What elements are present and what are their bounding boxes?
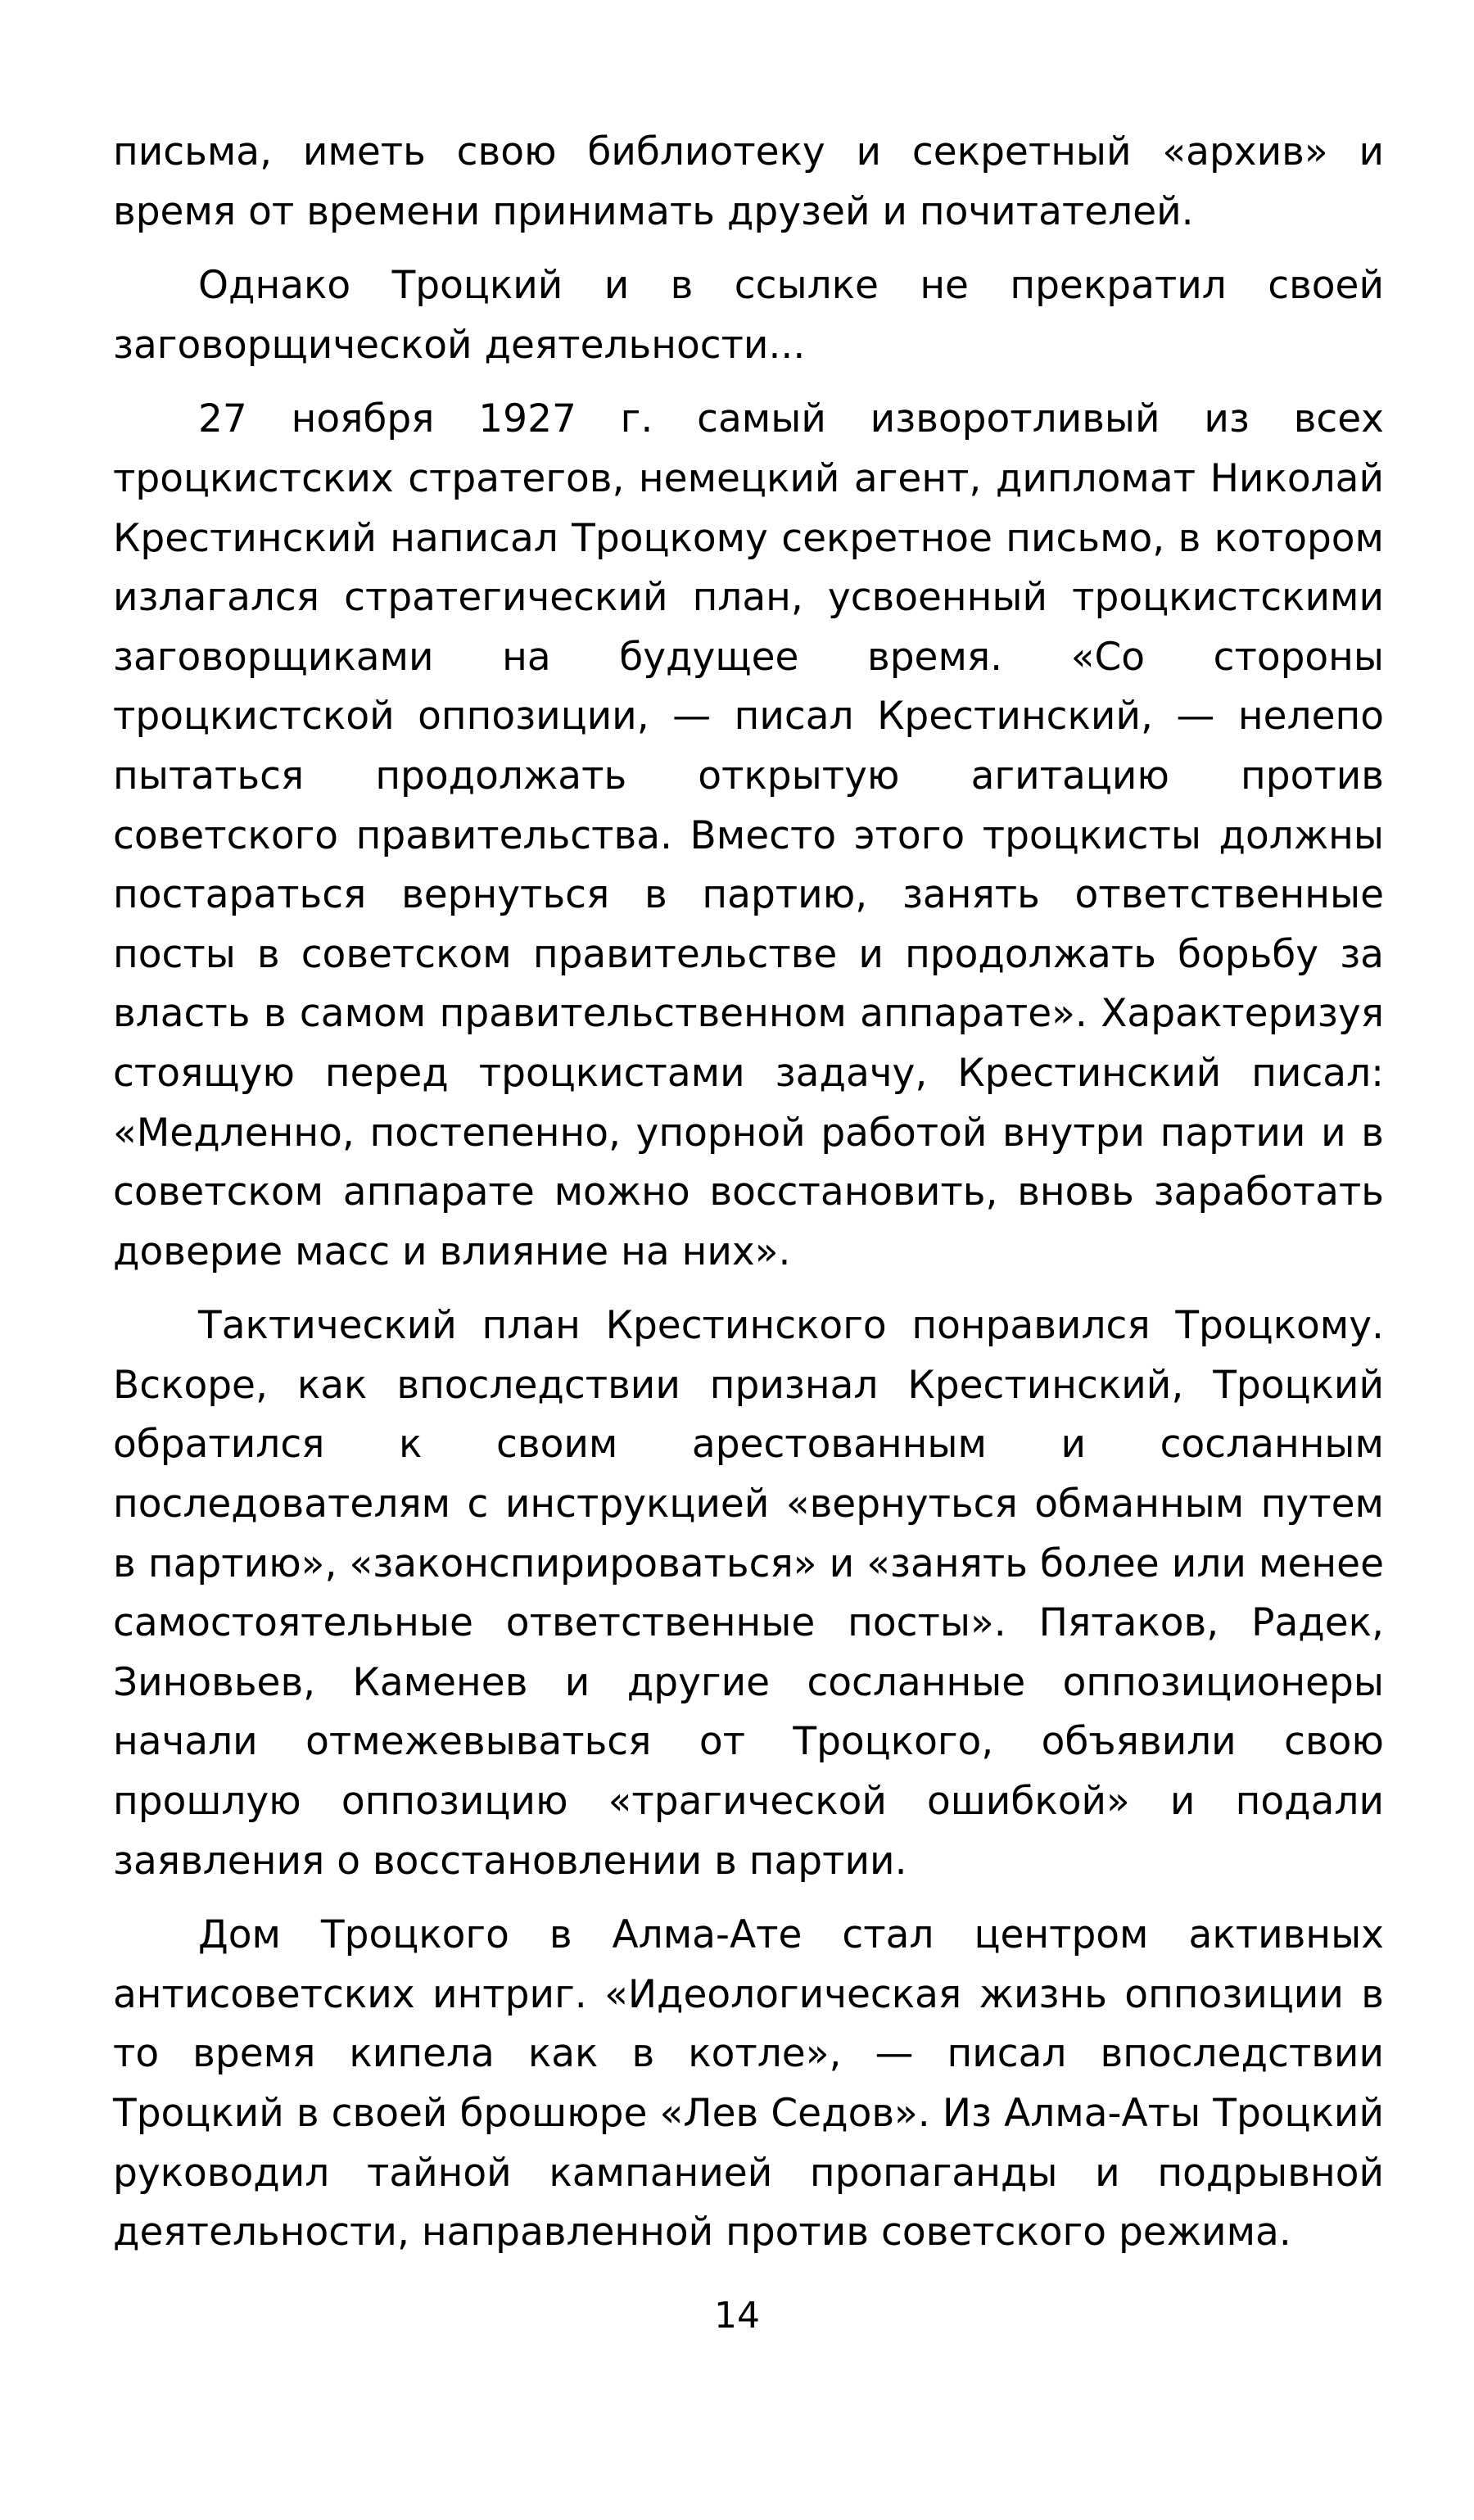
paragraph: 27 ноября 1927 г. самый изворотливый из всех троцкистских стратегов, немецкий агент, дипломат Николай Крестинский написал Троцкому секретное письмо, в котором излагался стратегический план, усвоенный троцкистскими заговорщиками на будущее время. «Со стороны троцкистской оппозиции, — писал Крестинский, — нелепо пытаться продолжать открытую агитацию против советского правительства. Вместо этого троцкисты должны постараться вернуться в партию, занять ответственные посты в советском правительстве и продолжать борьбу за власть в самом правительственном аппарате». Характеризуя стоящую перед троцкистами задачу, Крестинский писал: «Медленно, постепенно, упорной работой внутри партии и в советском аппарате можно восстановить, вновь заработать доверие масс и влияние на них». [113,396,1384,1274]
paragraph: Однако Троцкий и в ссылке не прекратил своей заговорщической деятельности... [113,263,1384,368]
page-number: 14 [714,2295,760,2337]
paragraph: Дом Троцкого в Алма-Ате стал центром активных антисоветских интриг. «Идеологическая жизнь оппозиции в то время кипела как в котле», — писал впоследствии Троцкий в своей брошюре «Лев Седов». Из Алма-Аты Троцкий руководил тайной кампанией пропаганды и подрывной деятельности, направленной против советского режима. [113,1912,1384,2255]
paragraph: Тактический план Крестинского понравился Троцкому. Вскоре, как впоследствии признал Крестинский, Троцкий обратился к своим арестованным и сосланным последователям с инструкцией «вернуться обманным путем в партию», «законспирироваться» и «занять более или менее самостоятельные ответственные посты». Пятаков, Радек, Зиновьев, Каменев и другие сосланные оппозиционеры начали отмежевываться от Троцкого, объявили свою прошлую оппозицию «трагической ошибкой» и подали заявления о восстановлении в партии. [113,1303,1384,1884]
body-text [113,123,1384,2263]
paragraph-continued: письма, иметь свою библиотеку и секретный «архив» и время от времени принимать друзей и почитателей. [113,129,1384,234]
